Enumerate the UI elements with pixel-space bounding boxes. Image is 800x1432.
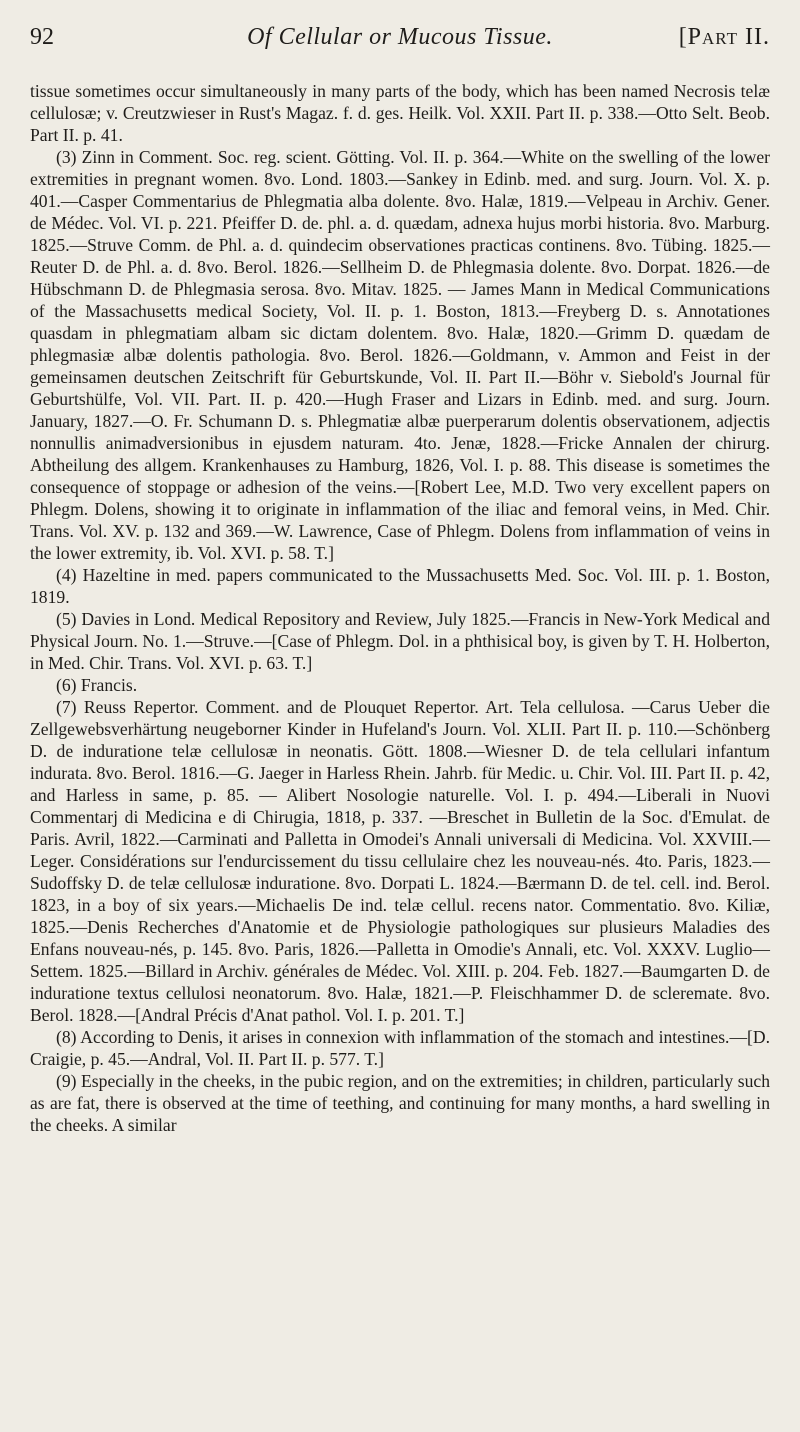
part-label: [Part II. xyxy=(678,24,770,50)
footnote-6: (6) Francis. xyxy=(56,675,138,695)
page-body xyxy=(30,80,770,1136)
running-header xyxy=(30,20,770,60)
footnote-7: (7) Reuss Repertor. Comment. and de Plouquet Repertor. Art. Tela cellulosa. —Carus Ueber die Zellgewebsverhärtung neugeborner Kinder in Hufeland's Journ. Vol. XLII. Part II. p. 110.—Schönberg D. de induratione telæ cellulosæ in neonatis. Gött. 1808.—Wiesner D. de tela cellulari infantum indurata. 8vo. Berol. 1816.—G. Jaeger in Harless Rhein. Jahrb. für Medic. u. Chir. Vol. III. Part II. p. 42, and Harless in same, p. 85. — Alibert Nosologie naturelle. Vol. I. p. 494.—Liberali in Nuovi Commentarj di Medicina e di Chirugia, 1818, p. 337. —Breschet in Bulletin de la Soc. d'Emulat. de Paris. Avril, 1822.—Carminati and Palletta in Omodei's Annali universali di Medicina. Vol. XXVIII.—Leger. Considérations sur l'endurcissement du tissu cellulaire chez les nouveau-nés. 4to. Paris, 1823.—Sudoffsky D. de telæ cellulosæ induratione. 8vo. Dorpati L. 1824.—Bærmann D. de tel. cell. ind. Berol. 1823, in a boy of six years.—Michaelis De ind. telæ cellul. recens nator. Commentatio. 8vo. Kiliæ, 1825.—Denis Recherches d'Anatomie et de Physiologie pathologiques sur plusieurs Maladies des Enfans nouveau-nés, p. 145. 8vo. Paris, 1826.—Palletta in Omodie's Annali, etc. Vol. XXXV. Luglio—Settem. 1825.—Billard in Archiv. générales de Médec. Vol. XIII. p. 204. Feb. 1827.—Baumgarten D. de induratione textus cellulosi neonatorum. 8vo. Halæ, 1821.—P. Fleischhammer D. de scleremate. 8vo. Berol. 1828.—[Andral Précis d'Anat pathol. Vol. I. p. 201. T.] xyxy=(30,697,770,1025)
footnote-5: (5) Davies in Lond. Medical Repository and Review, July 1825.—Francis in New-York Medical and Physical Journ. No. 1.—Struve.—[Case of Phlegm. Dol. in a phthisical boy, is given by T. H. Holberton, in Med. Chir. Trans. Vol. XVI. p. 63. T.] xyxy=(30,609,770,673)
footnote-continuation: tissue sometimes occur simultaneously in many parts of the body, which has been named Necrosis telæ cellulosæ; v. Creutzwieser in Rust's Magaz. f. d. ges. Heilk. Vol. XXII. Part II. p. 338.—Otto Selt. Beob. Part II. p. 41. xyxy=(30,81,770,145)
footnote-3: (3) Zinn in Comment. Soc. reg. scient. Götting. Vol. II. p. 364.—White on the swelling of the lower extremities in pregnant women. 8vo. Lond. 1803.—Sankey in Edinb. med. and surg. Journ. Vol. X. p. 401.—Casper Commentarius de Phlegmatia alba dolente. 8vo. Halæ, 1819.—Velpeau in Archiv. Gener. de Médec. Vol. VI. p. 221. Pfeiffer D. de. phl. a. d. quædam, adnexa hujus morbi historia. 8vo. Marburg. 1825.—Struve Comm. de Phl. a. d. quindecim observationes practicas continens. 8vo. Tübing. 1825.—Reuter D. de Phl. a. d. 8vo. Berol. 1826.—Sellheim D. de Phlegmasia dolente. 8vo. Dorpat. 1826.—de Hübschmann D. de Phlegmasia serosa. 8vo. Mitav. 1825. — James Mann in Medical Communications of the Massachusetts medical Society, Vol. II. p. 1. Boston, 1813.—Freyberg D. s. Annotationes quasdam in phlegmatiam albam sic dictam dolentem. 8vo. Halæ, 1820.—Grimm D. quædam de phlegmasiæ albæ dolentis pathologia. 8vo. Berol. 1826.—Goldmann, v. Ammon and Feist in der gemeinsamen deutschen Zeitschrift für Geburtskunde, Vol. II. Part II.—Böhr v. Siebold's Journal für Geburtshülfe, Vol. VII. Part. II. p. 420.—Hugh Fraser and Lizars in Edinb. med. and surg. Journ. January, 1827.—O. Fr. Schumann D. s. Phlegmatiæ albæ puerperarum dolentis observationem, adjectis nonnullis animadversionibus in ejusdem naturam. 4to. Jenæ, 1828.—Fricke Annalen der chirurg. Abtheilung des allgem. Krankenhauses zu Hamburg, 1826, Vol. I. p. 88. This disease is sometimes the consequence of stoppage or adhesion of the veins.—[Robert Lee, M.D. Two very excellent papers on Phlegm. Dolens, showing it to originate in inflammation of the iliac and femoral veins, in Med. Chir. Trans. Vol. XV. p. 132 and 369.—W. Lawrence, Case of Phlegm. Dolens from inflammation of veins in the lower extremity, ib. Vol. XVI. p. 58. T.] xyxy=(30,147,770,563)
footnote-8: (8) According to Denis, it arises in connexion with inflammation of the stomach and intestines.—[D. Craigie, p. 45.—Andral, Vol. II. Part II. p. 577. T.] xyxy=(30,1027,770,1069)
footnote-9: (9) Especially in the cheeks, in the pubic region, and on the extremities; in children, particularly such as are fat, there is observed at the time of teething, and continuing for many months, a hard swelling in the cheeks. A similar xyxy=(30,1071,770,1135)
footnote-4: (4) Hazeltine in med. papers communicated to the Mussachusetts Med. Soc. Vol. III. p. 1. Boston, 1819. xyxy=(30,565,770,607)
page-number: 92 xyxy=(30,24,54,50)
running-title: Of Cellular or Mucous Tissue. xyxy=(247,24,553,50)
